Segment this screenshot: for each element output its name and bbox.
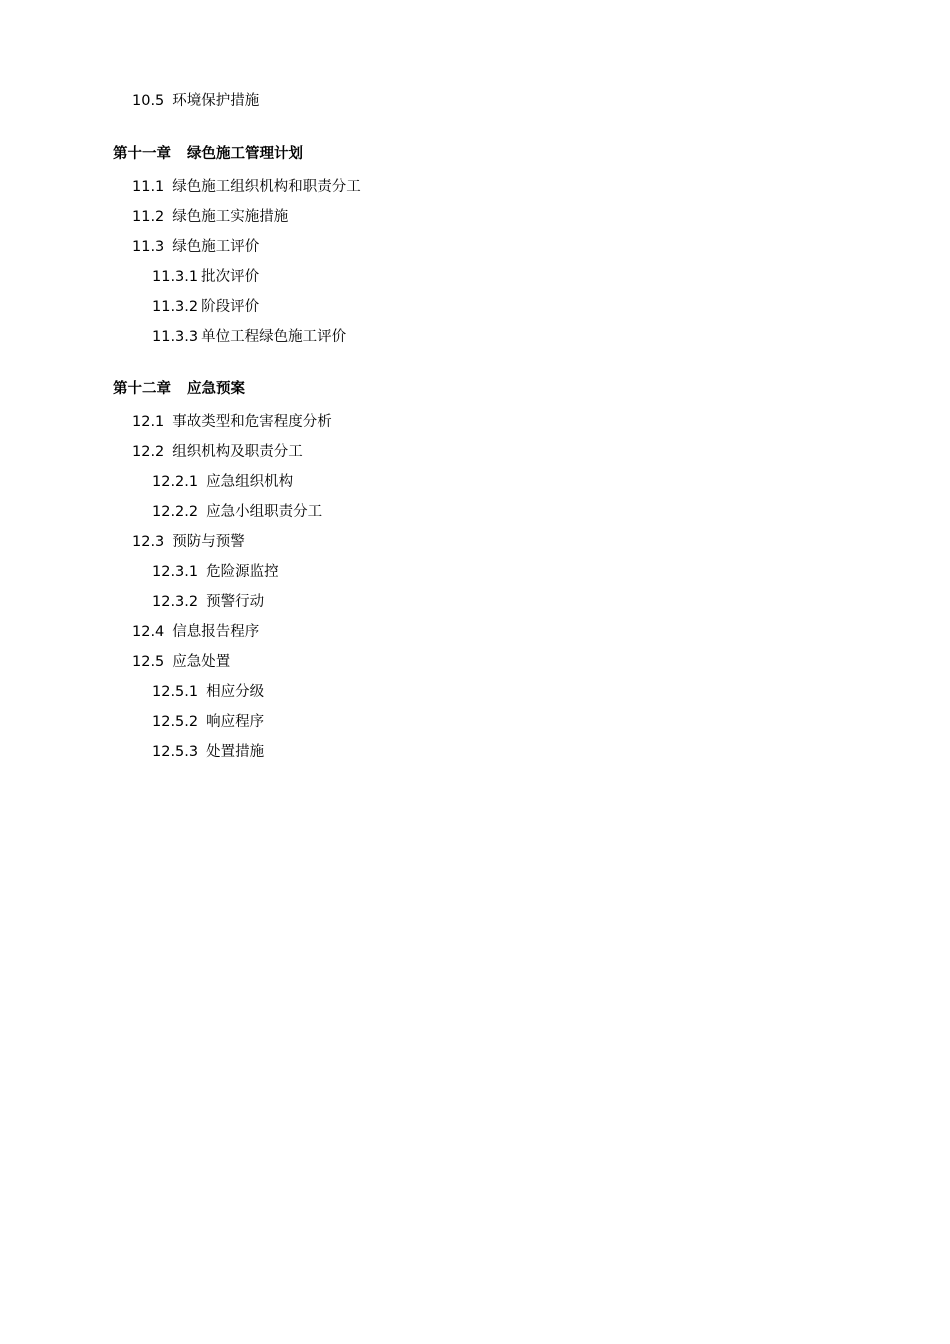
toc-number: 12.2 — [132, 444, 165, 460]
chapter-number: 第十一章 — [113, 146, 171, 162]
toc-number: 12.5 — [132, 654, 165, 670]
toc-number: 11.3.1 — [152, 269, 199, 285]
toc-title: 预防与预警 — [172, 534, 245, 550]
toc-entry-12-4[interactable] — [132, 623, 259, 641]
toc-title: 环境保护措施 — [172, 93, 260, 109]
toc-entry-12-5[interactable] — [132, 653, 230, 671]
toc-number: 12.3 — [132, 534, 165, 550]
toc-number: 11.1 — [132, 179, 165, 195]
toc-number: 12.5.1 — [152, 684, 199, 700]
toc-entry-11-3-1[interactable] — [152, 268, 259, 286]
toc-title: 预警行动 — [206, 594, 265, 610]
toc-number: 11.3.2 — [152, 299, 199, 315]
toc-entry-11-3-2[interactable] — [152, 298, 259, 316]
toc-title: 危险源监控 — [206, 564, 279, 580]
chapter-number: 第十二章 — [113, 381, 171, 397]
toc-number: 12.3.2 — [152, 594, 199, 610]
toc-number: 12.5.2 — [152, 714, 199, 730]
toc-entry-12-2-2[interactable] — [152, 503, 322, 521]
toc-number: 12.1 — [132, 414, 165, 430]
toc-chapter-12[interactable] — [113, 380, 245, 398]
toc-title: 应急小组职责分工 — [206, 504, 323, 520]
toc-title: 阶段评价 — [201, 299, 260, 315]
toc-title: 事故类型和危害程度分析 — [172, 414, 332, 430]
toc-entry-12-2-1[interactable] — [152, 473, 293, 491]
toc-number: 12.5.3 — [152, 744, 199, 760]
toc-number: 12.3.1 — [152, 564, 199, 580]
toc-title: 绿色施工实施措施 — [172, 209, 289, 225]
toc-title: 响应程序 — [206, 714, 265, 730]
toc-title: 绿色施工评价 — [172, 239, 260, 255]
toc-chapter-11[interactable] — [113, 145, 303, 163]
toc-title: 应急处置 — [172, 654, 231, 670]
toc-number: 12.2.2 — [152, 504, 199, 520]
toc-number: 12.4 — [132, 624, 165, 640]
toc-title: 信息报告程序 — [172, 624, 260, 640]
toc-title: 单位工程绿色施工评价 — [201, 329, 347, 345]
toc-entry-12-2[interactable] — [132, 443, 303, 461]
toc-entry-11-2[interactable] — [132, 208, 288, 226]
toc-entry-12-1[interactable] — [132, 413, 332, 431]
toc-entry-11-1[interactable] — [132, 178, 361, 196]
toc-entry-12-3-2[interactable] — [152, 593, 264, 611]
toc-entry-12-5-2[interactable] — [152, 713, 264, 731]
chapter-title: 绿色施工管理计划 — [187, 146, 303, 162]
toc-title: 处置措施 — [206, 744, 265, 760]
chapter-title: 应急预案 — [187, 381, 245, 397]
toc-entry-12-3-1[interactable] — [152, 563, 279, 581]
toc-title: 绿色施工组织机构和职责分工 — [172, 179, 361, 195]
toc-number: 11.3 — [132, 239, 165, 255]
toc-entry-12-3[interactable] — [132, 533, 245, 551]
toc-title: 应急组织机构 — [206, 474, 294, 490]
toc-entry-11-3-3[interactable] — [152, 328, 346, 346]
toc-number: 11.3.3 — [152, 329, 199, 345]
toc-number: 11.2 — [132, 209, 165, 225]
toc-title: 批次评价 — [201, 269, 260, 285]
toc-entry-10-5[interactable] — [132, 92, 259, 110]
toc-entry-11-3[interactable] — [132, 238, 259, 256]
toc-number: 10.5 — [132, 93, 165, 109]
toc-title: 组织机构及职责分工 — [172, 444, 303, 460]
toc-title: 相应分级 — [206, 684, 265, 700]
toc-entry-12-5-3[interactable] — [152, 743, 264, 761]
toc-entry-12-5-1[interactable] — [152, 683, 264, 701]
toc-number: 12.2.1 — [152, 474, 199, 490]
